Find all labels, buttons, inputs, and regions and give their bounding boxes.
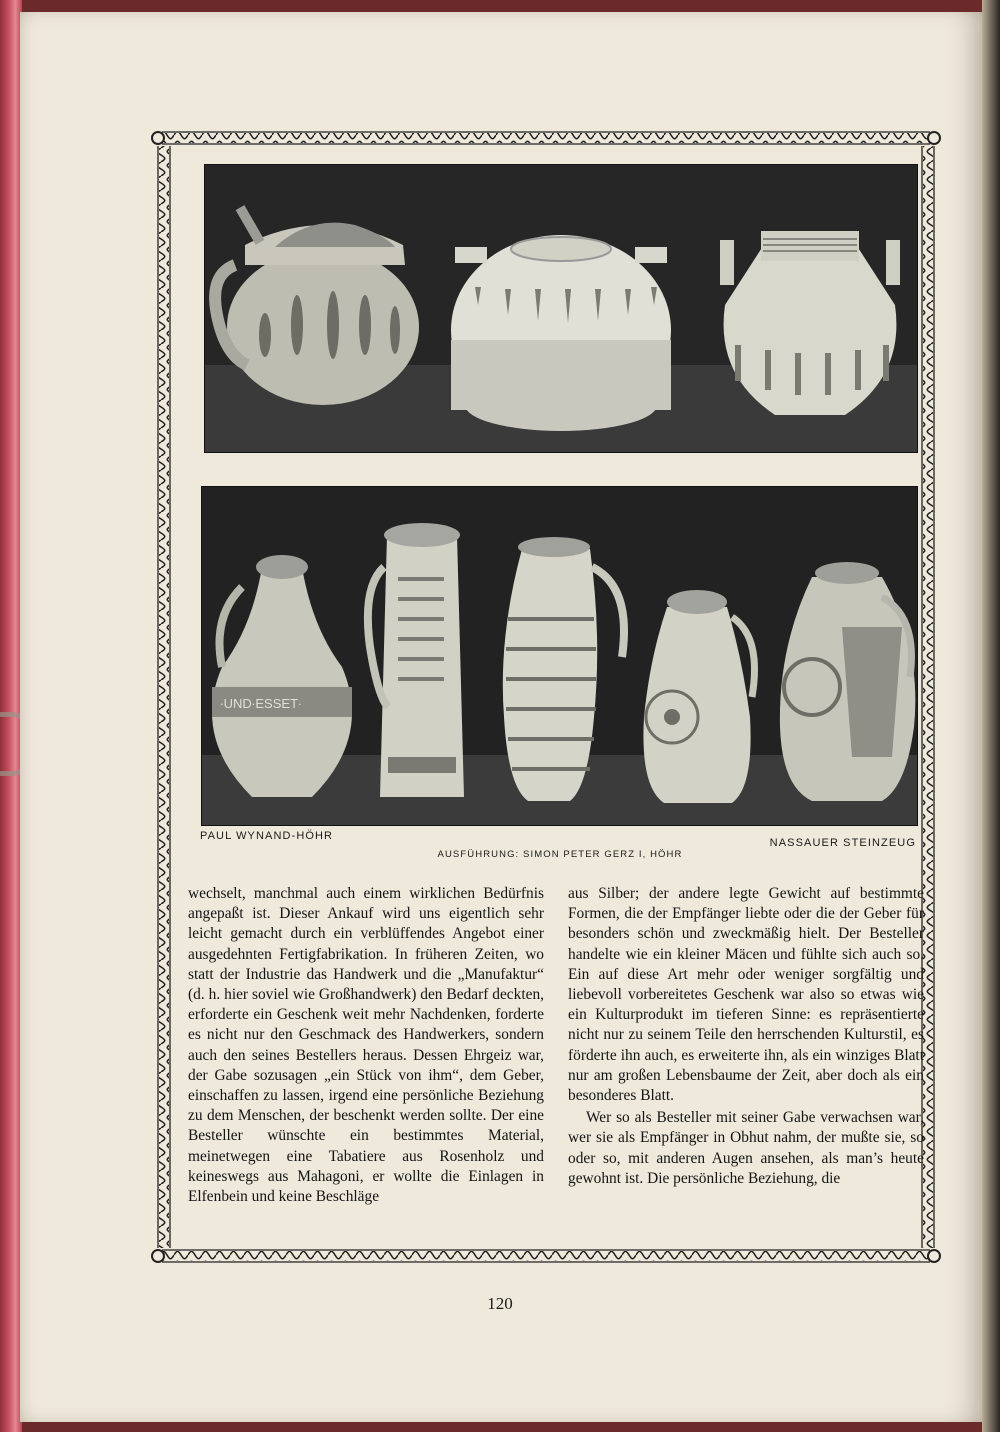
page-number: 120 (487, 1294, 513, 1313)
paragraph: aus Silber; der andere legte Gewicht auf bestimmte Formen, die der Empfänger liebte oder die der Geber für besonders schön und zweckmäßig hielt. Der Besteller handelte wie ein kleiner Mäcen und fühlte sich auch so. Ein auf diese Art mehr oder weniger sorgfältig und liebevoll vorbereitetes Geschenk war also so etwas wie ein Kulturprodukt im tieferen Sinne: es repräsentierte nicht nur zu seinem Teile den herrschenden Kulturstil, es förderte ihn auch, es erweiterte ihn, als ein winziges Blatt nur am großen Lebensbaume der Zeit, aber doch als ein besonderes Blatt. (568, 885, 924, 1105)
caption-artist: PAUL WYNAND-HÖHR (200, 830, 334, 842)
page-edge (982, 0, 1000, 1432)
svg-text:∙UND∙ESSET∙: ∙UND∙ESSET∙ (220, 696, 302, 711)
text-column-left (188, 884, 544, 1207)
bowl-vase (451, 235, 671, 431)
paragraph: wechselt, manchmal auch einem wirklichen Bedürfnis angepaßt ist. Dieser Ankauf wird uns eigentlich sehr leicht gemacht durch ein verblüffendes Angebot einer ausgedehnten Fertigfabrikation. In früheren Zeiten, wo statt der Industrie das Handwerk und die „Manufaktur“ (d. h. hier soviel wie Großhandwerk) den Bedarf deckten, erforderte ein Geschenk weit mehr Nachdenken, forderte es nicht nur den Geschmack des Handwerkers, sondern auch den seines Bestellers heraus. Dessen Ehrgeiz war, der Gabe sozusagen „ein Stück von ihm“, dem Geber, einschaffen zu lassen, irgend eine persönliche Beziehung zu dem Menschen, der beschenkt werden sollte. Der eine Besteller wünschte ein bestimmtes Material, meinetwegen eine Tabatiere aus Rosenholz und keineswegs aus Mahagoni, er wollte die Einlagen in Elfenbein und keine Beschläge (188, 885, 544, 1206)
caption-execution: AUSFÜHRUNG: SIMON PETER GERZ I, HÖHR (437, 849, 683, 860)
text-column-right (568, 884, 924, 1189)
photo-plate-bottom (201, 486, 918, 826)
caption-material: NASSAUER STEINZEUG (769, 837, 916, 849)
pottery-group-bottom (202, 487, 917, 825)
paragraph: Wer so als Besteller mit seiner Gabe verwachsen war, wer sie als Empfänger in Obhut nahm, der mußte sie, so oder so, mit anderen Augen ansehen, als man’s heute gewohnt ist. Die persönliche Beziehung, die (568, 1109, 924, 1187)
photo-plate-top (204, 164, 918, 453)
pottery-group-top (205, 165, 917, 452)
